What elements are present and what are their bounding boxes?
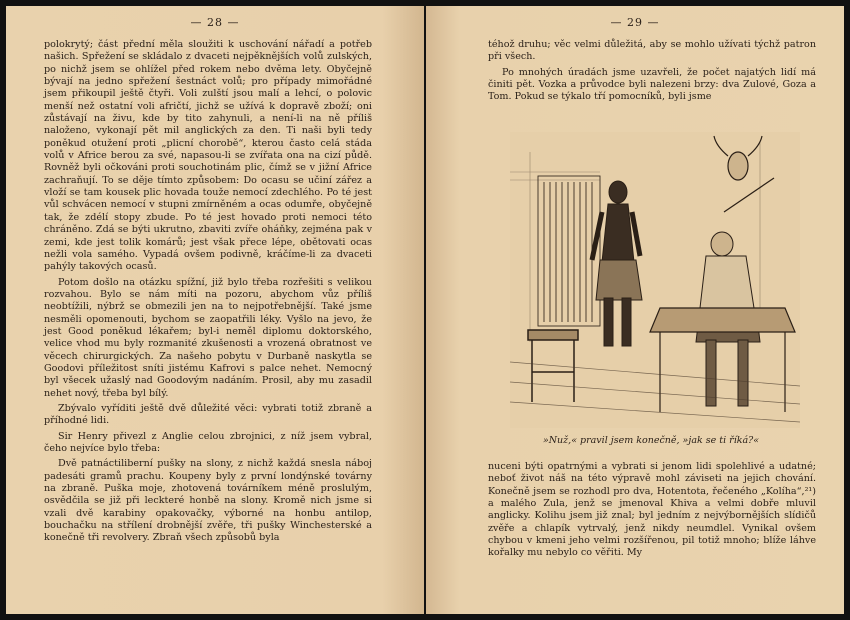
left-page-body [44, 39, 372, 545]
right-page [426, 6, 844, 614]
paragraph: Zbývalo vyříditi ještě dvě důležité věci: vybrati totiž zbraně a příhodné lidi. [44, 402, 372, 427]
paragraph: Dvě patnáctiliberní pušky na slony, z nichž každá snesla náboj padesáti gramů prachu. Koupeny byly z první londýnské továrny na zbraně. Puška moje, zhotovená továrníkem méně proslulým, osvědčila se již při leckteré honbě na slony. Kromě nich jsme si vzali dvě karabiny opakovačky, výborné na honbu antilop, bouchačku na střílení drobnější zvěře, tři pušky Winchesterské a konečně tři revolvery. Zbraň všech způsobů byla [44, 458, 372, 544]
paragraph: Sir Henry přivezl z Anglie celou zbrojnici, z níž jsem vybral, čeho nejvíce bylo třeba: [44, 430, 372, 454]
paragraph: nuceni býti opatrnými a vybrati si jenom lidi spolehlivé a udatné; neboť život náš na této výpravě mohl záviseti na jejich chování. Konečně jsem se rozhodl pro dva, Hotentota, řečeného „Kolíha“,²¹) a malého Zula, jenž se jmenoval Khiva a velmi dobře mluvil anglicky. Kolihu jsem již znal; byl jedním z nejvýbornějších slídičů zvěře a chlapík vytrvalý, jenž nikdy neumdlel. Vynikal ovšem chybou v kmeni jeho velmi rozšířenou, pil totiž mnoho; blíže láhve kořalky mu nebylo co věřiti. My [488, 461, 816, 559]
right-page-body-top [488, 39, 816, 104]
right-page-body-bottom [488, 461, 816, 560]
book-spread [6, 6, 844, 614]
page-number-left: — 28 — [190, 16, 240, 29]
paragraph: Po mnohých úradách jsme uzavřeli, že počet najatých lidí má činiti pět. Vozka a průvodce byli nalezeni brzy: dva Zulové, Goza a Tom. Pokud se týkalo tří pomocníků, byli jsme [488, 66, 816, 103]
left-page [6, 6, 424, 614]
illustration-drawing [510, 132, 800, 428]
figure-caption: »Nuž,« pravil jsem konečně, »jak se ti říká?« [542, 435, 760, 446]
paragraph: Potom došlo na otázku spížní, již bylo třeba rozřešiti s velikou rozvahou. Bylo se nám míti na pozoru, abychom vůz příliš neobtížili, nýbrž se obmezili jen na to nejpotřebnější. Také jsme nesměli opomenouti, bychom se zaopatřili léky. Vyšlo na jevo, že jest Good poněkud lékařem; byl-i neměl diplomu doktorského, velice vhod mu byly rozmanité zkušenosti a vrozená obratnost ve věcech chirurgických. Za našeho pobytu v Durbaně naskytla se Goodovi příležitost sníti jistému Kafrovi s palce nehet. Nemocný byl všecek užaslý nad Goodovým nadáním. Prosil, aby mu zasadil nehet nový, třeba byl bílý. [44, 276, 372, 399]
paragraph: polokrytý; část přední měla sloužiti k uschování nářadí a potřeb našich. Spřežení se skládalo z dvaceti nejpěknějších volů zulských, po nichž jsem se ohlížel před rokem nebo dvěma lety. Obyčejně bývají na jedno spřežení šestnáct volů; pro případy mimořádné jsem přikoupil ještě čtyři. Voli zulští jsou malí a lehcí, o polovic menší než ostatní voli afričtí, jichž se užívá k dopravě zboží; oni zůstávají na živu, kde by tito zahynuli, a není-li na ně příliš naloženo, vykonají pět mil anglických za den. Ti naši byli tedy poněkud otužení proti „plicní chorobě“, kterou často celá stáda volů v Africe berou za své, napasou-li se zvířata ona na cizí půdě. Rovněž byli očkováni proti souchotinám plic, čímž se v jižní Africe zachraňují. To se děje tímto způsobem: Do ocasu se učiní zářez a vloží se tam kousek plic hovada touže nemocí zdechlého. Po té jest vůl schvácen nemocí v stupni zmírněném a ocas odumře, obyčejně tak, že zdélí stopy zbude. Po té jest hovado proti nemoci této chráněno. Zdá se býti ukrutno, zbaviti zvíře oháňky, zejména pak v zemi, kde jest tolik komárů; jest však přece lépe, obětovati ocas nežli vola samého. Vypadá ovšem podivně, kráčíme-li za dvaceti pahýly takových ocasů. [44, 39, 372, 273]
page-number-right: — 29 — [610, 16, 660, 29]
engraving-illustration [510, 132, 800, 428]
paragraph: téhož druhu; věc velmi důležitá, aby se mohlo užívati týchž patron při všech. [488, 39, 816, 63]
